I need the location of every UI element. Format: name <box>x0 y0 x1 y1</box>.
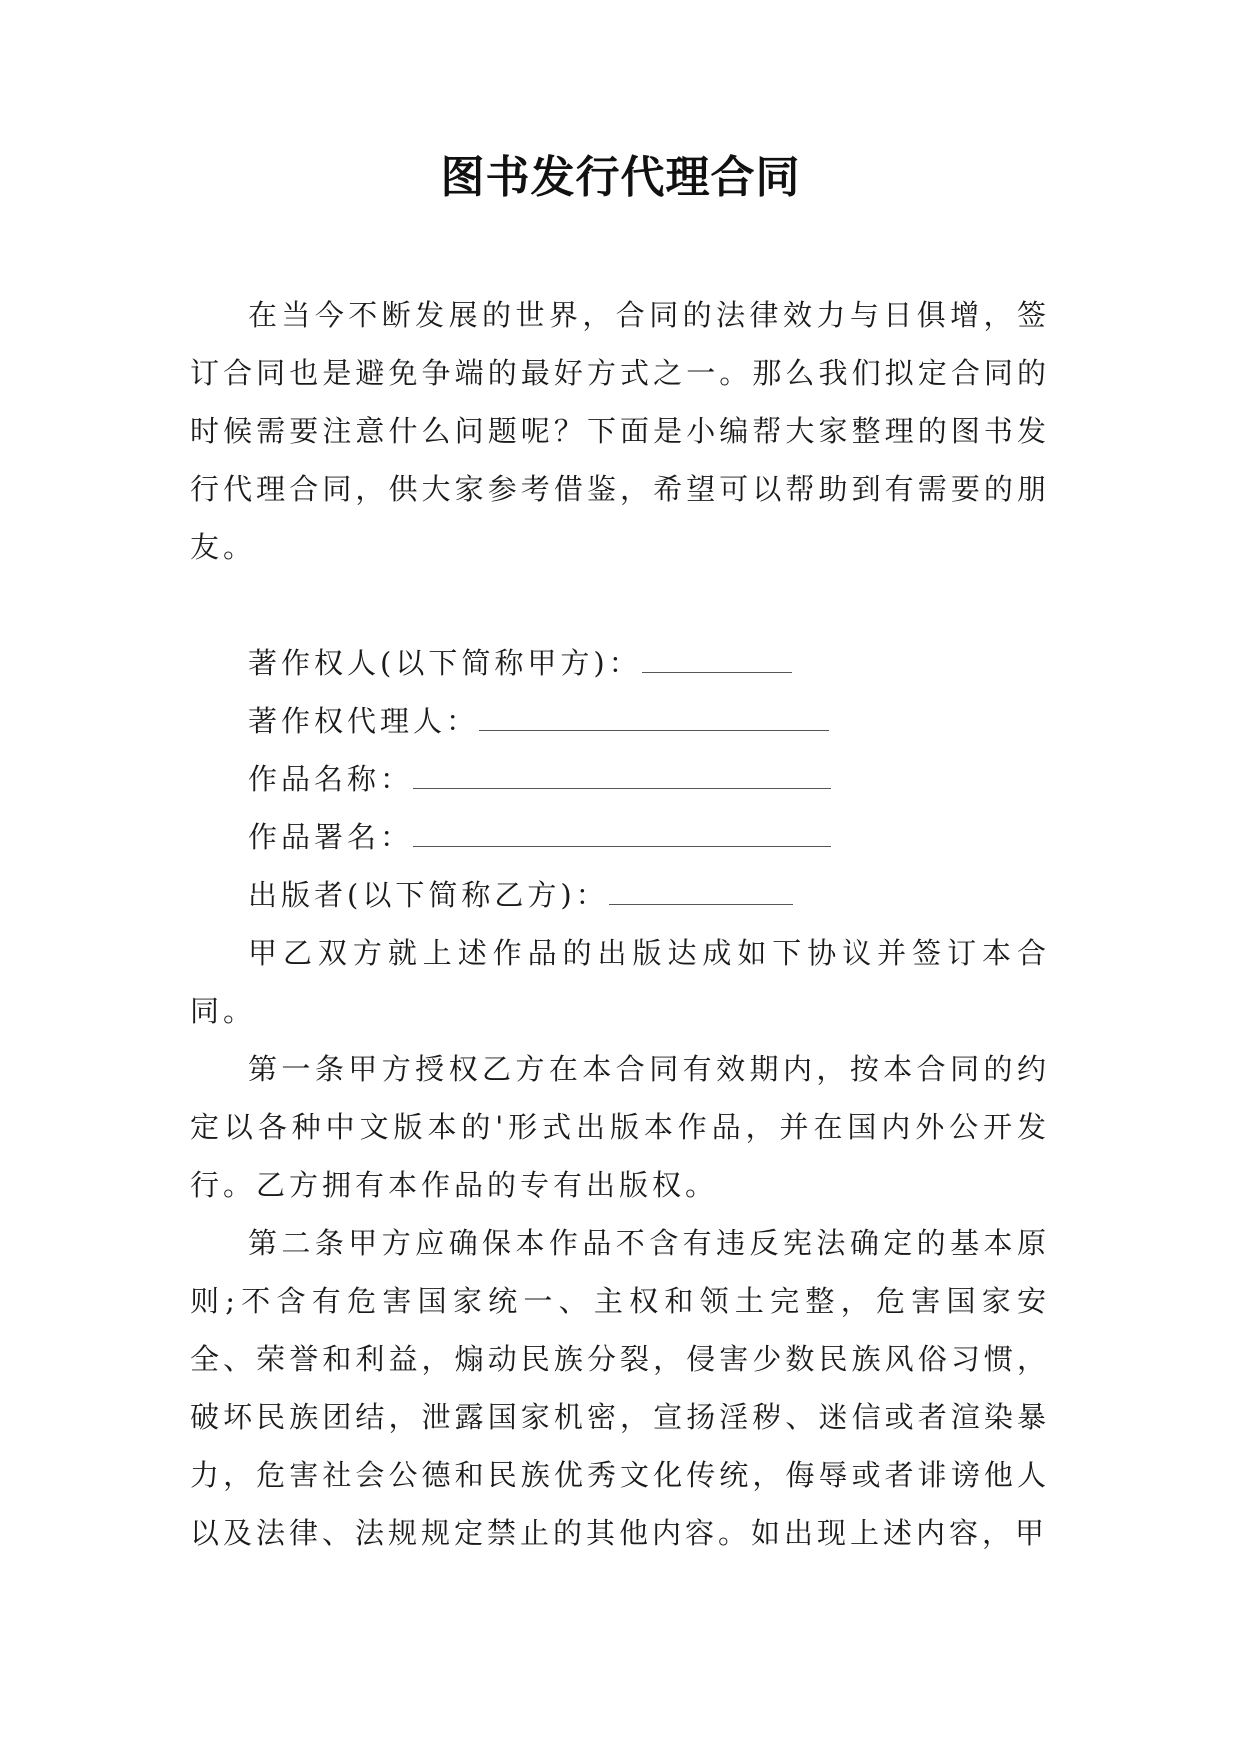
field-copyright-owner <box>190 634 1050 692</box>
article-one-paragraph: 第一条甲方授权乙方在本合同有效期内，按本合同的约定以各种中文版本的'形式出版本作品，并在国内外公开发行。乙方拥有本作品的专有出版权。 <box>190 1052 1050 1202</box>
field-label: 出版者(以下简称乙方)： <box>248 878 609 912</box>
fill-in-blank <box>413 826 831 847</box>
field-label: 作品名称： <box>248 762 414 796</box>
agreement-paragraph: 甲乙双方就上述作品的出版达成如下协议并签订本合同。 <box>190 936 1050 1028</box>
field-work-title <box>190 750 1050 808</box>
field-work-byline <box>190 808 1050 866</box>
page-title: 图书发行代理合同 <box>440 152 801 203</box>
field-publisher <box>190 866 1050 924</box>
field-copyright-agent <box>190 692 1050 750</box>
field-label: 著作权人(以下简称甲方)： <box>248 646 642 680</box>
fill-in-blank <box>609 884 793 905</box>
field-label: 著作权代理人： <box>248 704 480 738</box>
intro-paragraph: 在当今不断发展的世界，合同的法律效力与日俱增，签订合同也是避免争端的最好方式之一。那么我们拟定合同的时候需要注意什么问题呢？下面是小编帮大家整理的图书发行代理合同，供大家参考借鉴，希望可以帮助到有需要的朋友。 <box>190 298 1050 564</box>
fill-in-blank <box>479 710 829 731</box>
fill-in-blank <box>642 652 792 673</box>
fill-in-blank <box>413 768 831 789</box>
document-body <box>190 286 1050 1562</box>
article-two-paragraph: 第二条甲方应确保本作品不含有违反宪法确定的基本原则;不含有危害国家统一、主权和领土完整，危害国家安全、荣誉和利益，煽动民族分裂，侵害少数民族风俗习惯，破坏民族团结，泄露国家机密，宣扬淫秽、迷信或者渲染暴力，危害社会公德和民族优秀文化传统，侮辱或者诽谤他人以及法律、法规规定禁止的其他内容。如出现上述内容，甲 <box>190 1226 1050 1550</box>
field-label: 作品署名： <box>248 820 414 854</box>
